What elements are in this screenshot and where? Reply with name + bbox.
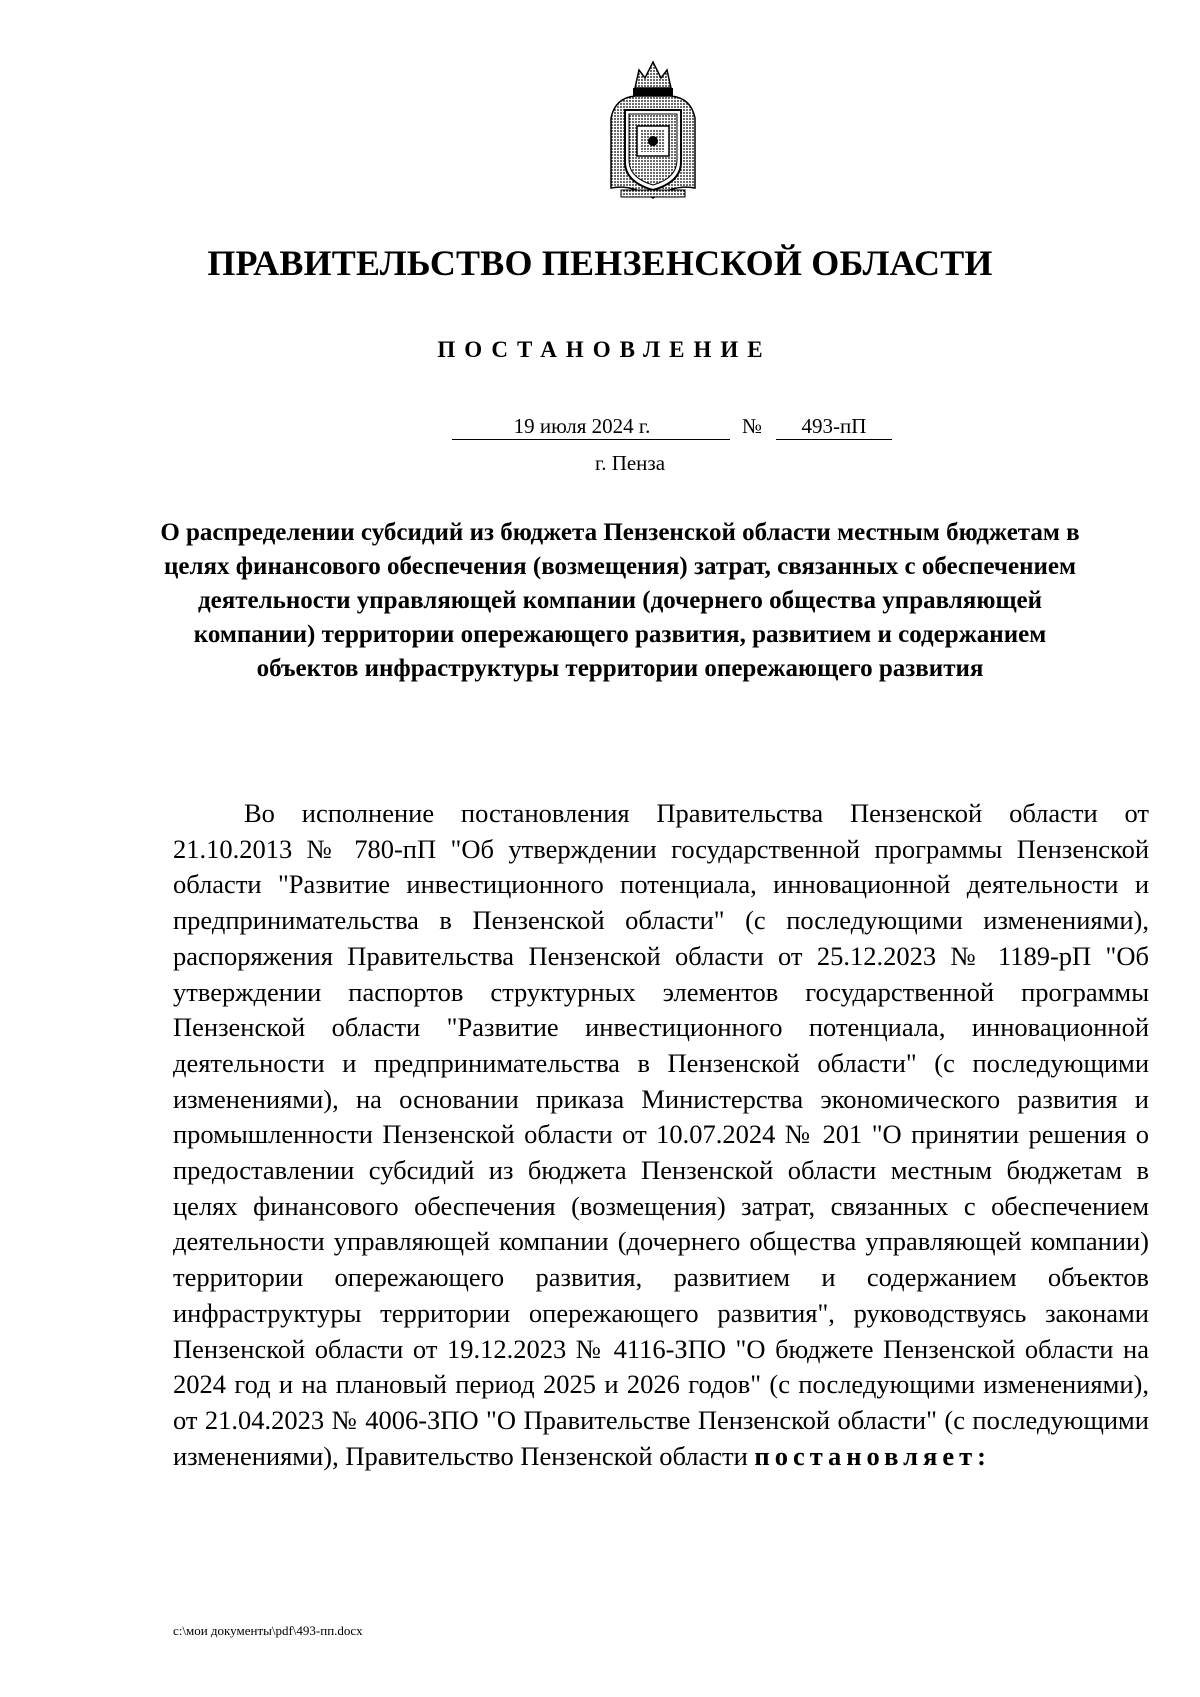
organization-title: ПРАВИТЕЛЬСТВО ПЕНЗЕНСКОЙ ОБЛАСТИ [207, 243, 993, 283]
document-city: г. Пенза [594, 451, 666, 475]
document-date: 19 июля 2024 г. [452, 413, 730, 440]
document-type: ПОСТАНОВЛЕНИЕ [437, 337, 772, 362]
document-subject: О распределении субсидий из бюджета Пензенской области местным бюджетам в целях финансового обеспечения (возмещения) затрат, связанных с обеспечением деятельности управляющей компании (дочернего общества управляющей компании) территории опережающего развития, развитием и содержанием объектов инфраструктуры территории опережающего развития [160, 519, 1080, 682]
document-number: 493-пП [776, 413, 892, 440]
coat-of-arms-icon [605, 58, 701, 203]
number-sign: № [742, 414, 763, 438]
resolves-word: постановляет: [754, 1440, 991, 1471]
footer-file-path: c:\мои документы\pdf\493-пп.docx [173, 1623, 363, 1638]
body-text: Во исполнение постановления Правительства Пензенской области от 21.10.2013 № 780-пП "Об утверждении государственной программы Пензенской области "Развитие инвестиционного потенциала, инновационной деятельности и предпринимательства в Пензенской области" (с последующими изменениями), распоряжения Правительства Пензенской области от 25.12.2023 № 1189-рП "Об утверждении паспортов структурных элементов государственной программы Пензенской области "Развитие инвестиционного потенциала, инновационной деятельности и предпринимательства в Пензенской области" (с последующими изменениями), на основании приказа Министерства экономического развития и промышленности Пензенской области от 10.07.2024 № 201 "О принятии решения о предоставлении субсидий из бюджета Пензенской области местным бюджетам в целях финансового обеспечения (возмещения) затрат, связанных с обеспечением деятельности управляющей компании (дочернего общества управляющей компании) территории опережающего развития, развитием и содержанием объектов инфраструктуры территории опережающего развития", руководствуясь законами Пензенской области от 19.12.2023 № 4116-ЗПО "О бюджете Пензенской области на 2024 год и на плановый период 2025 и 2026 годов" (с последующими изменениями), от 21.04.2023 № 4006-ЗПО "О Правительстве Пензенской области" (с последующими изменениями), Правительство Пензенской области [173, 798, 1149, 1471]
body-paragraph [173, 796, 1149, 1474]
document-meta [0, 413, 1200, 443]
